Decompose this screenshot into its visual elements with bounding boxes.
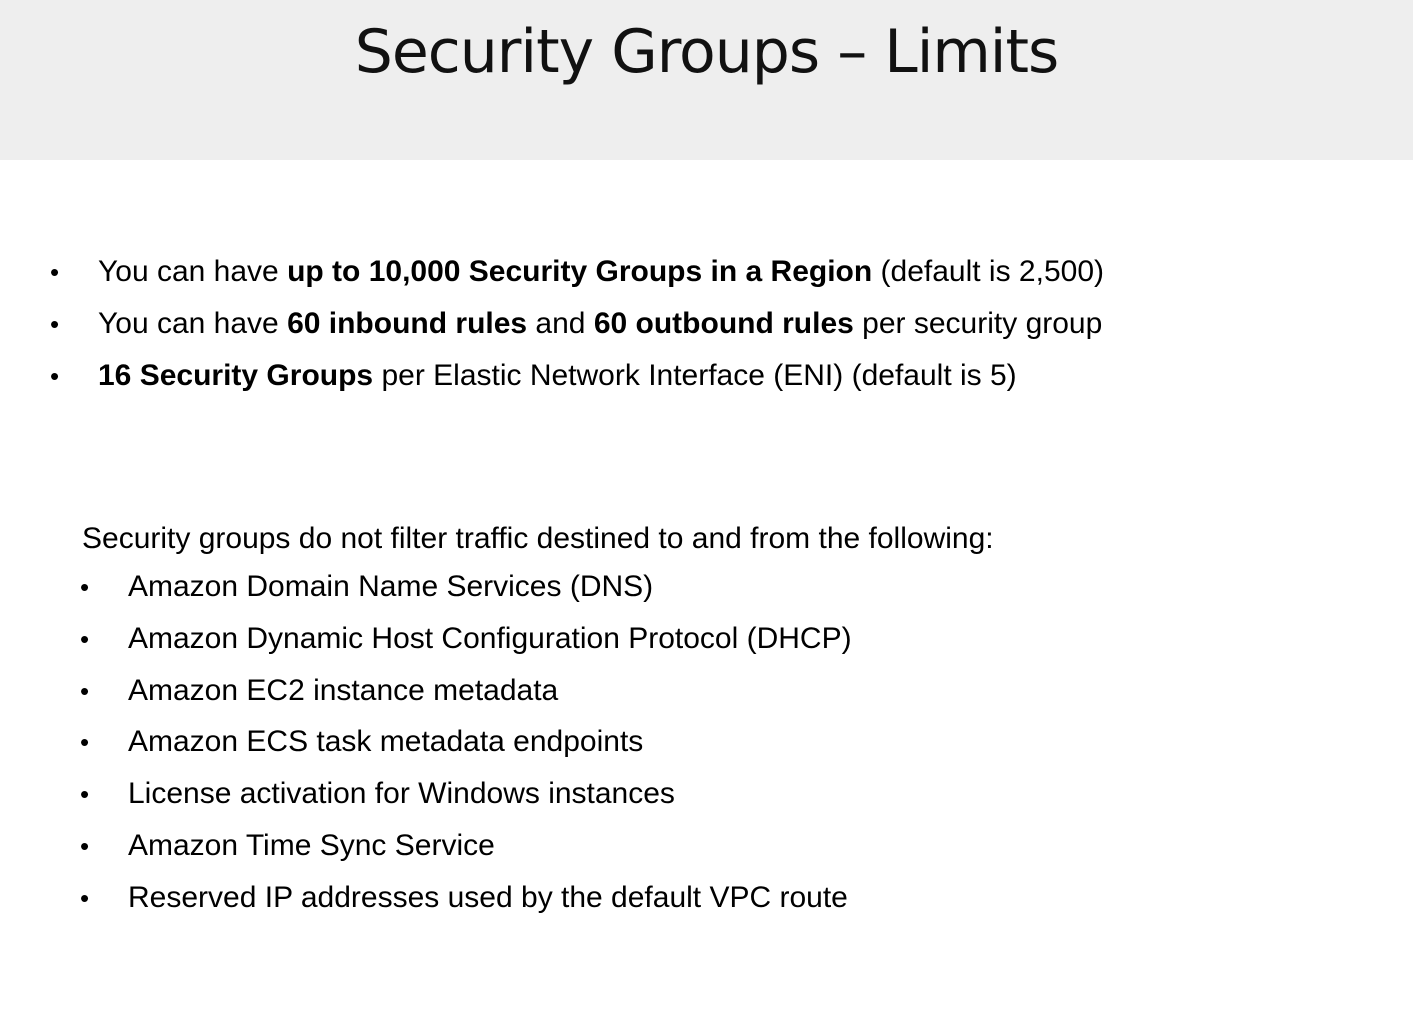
list-item	[80, 821, 1380, 873]
limit-emphasis: 16 Security Groups	[98, 359, 374, 392]
bullet-icon: •	[80, 675, 90, 706]
limit-item-groups-per-eni	[50, 350, 1380, 402]
list-item	[80, 717, 1380, 769]
exceptions-intro: Security groups do not filter traffic destined to and from the following:	[82, 522, 994, 555]
exception-text: Amazon Domain Name Services (DNS)	[128, 570, 654, 603]
bullet-icon: •	[50, 309, 60, 339]
exception-text: License activation for Windows instances	[128, 777, 675, 811]
exception-text: Amazon Time Sync Service	[128, 828, 495, 862]
bullet-icon: •	[50, 361, 60, 391]
exception-text: Amazon EC2 instance metadata	[128, 673, 559, 707]
limit-emphasis: 60 inbound rules	[287, 307, 528, 340]
list-item	[80, 614, 1380, 666]
list-item	[80, 873, 1380, 925]
bullet-icon: •	[80, 779, 90, 810]
exception-text: Amazon Dynamic Host Configuration Protocol (DHCP)	[128, 621, 852, 655]
limit-emphasis: up to 10,000 Security Groups in a Region	[287, 255, 873, 288]
exception-text: Reserved IP addresses used by the default VPC route	[128, 880, 848, 914]
limits-list	[50, 246, 1380, 402]
bullet-icon: •	[80, 727, 90, 758]
title-banner	[0, 0, 1413, 160]
limit-text: You can have up to 10,000 Security Groups in a Region (default is 2,500)	[98, 255, 1104, 288]
exceptions-list	[80, 562, 1380, 925]
limit-item-security-groups-per-region	[50, 246, 1380, 298]
limit-item-rules-per-group	[50, 298, 1380, 350]
slide-title: Security Groups – Limits	[354, 17, 1059, 87]
limit-text: 16 Security Groups per Elastic Network Interface (ENI) (default is 5)	[98, 359, 1017, 392]
exception-text: Amazon ECS task metadata endpoints	[128, 725, 644, 759]
list-item	[80, 769, 1380, 821]
list-item	[80, 562, 1380, 614]
limit-emphasis: 60 outbound rules	[593, 307, 854, 340]
list-item	[80, 666, 1380, 718]
bullet-icon: •	[80, 572, 90, 602]
bullet-icon: •	[50, 257, 60, 287]
limit-text: You can have 60 inbound rules and 60 outbound rules per security group	[98, 307, 1103, 340]
bullet-icon: •	[80, 623, 90, 654]
bullet-icon: •	[80, 882, 90, 913]
bullet-icon: •	[80, 830, 90, 861]
